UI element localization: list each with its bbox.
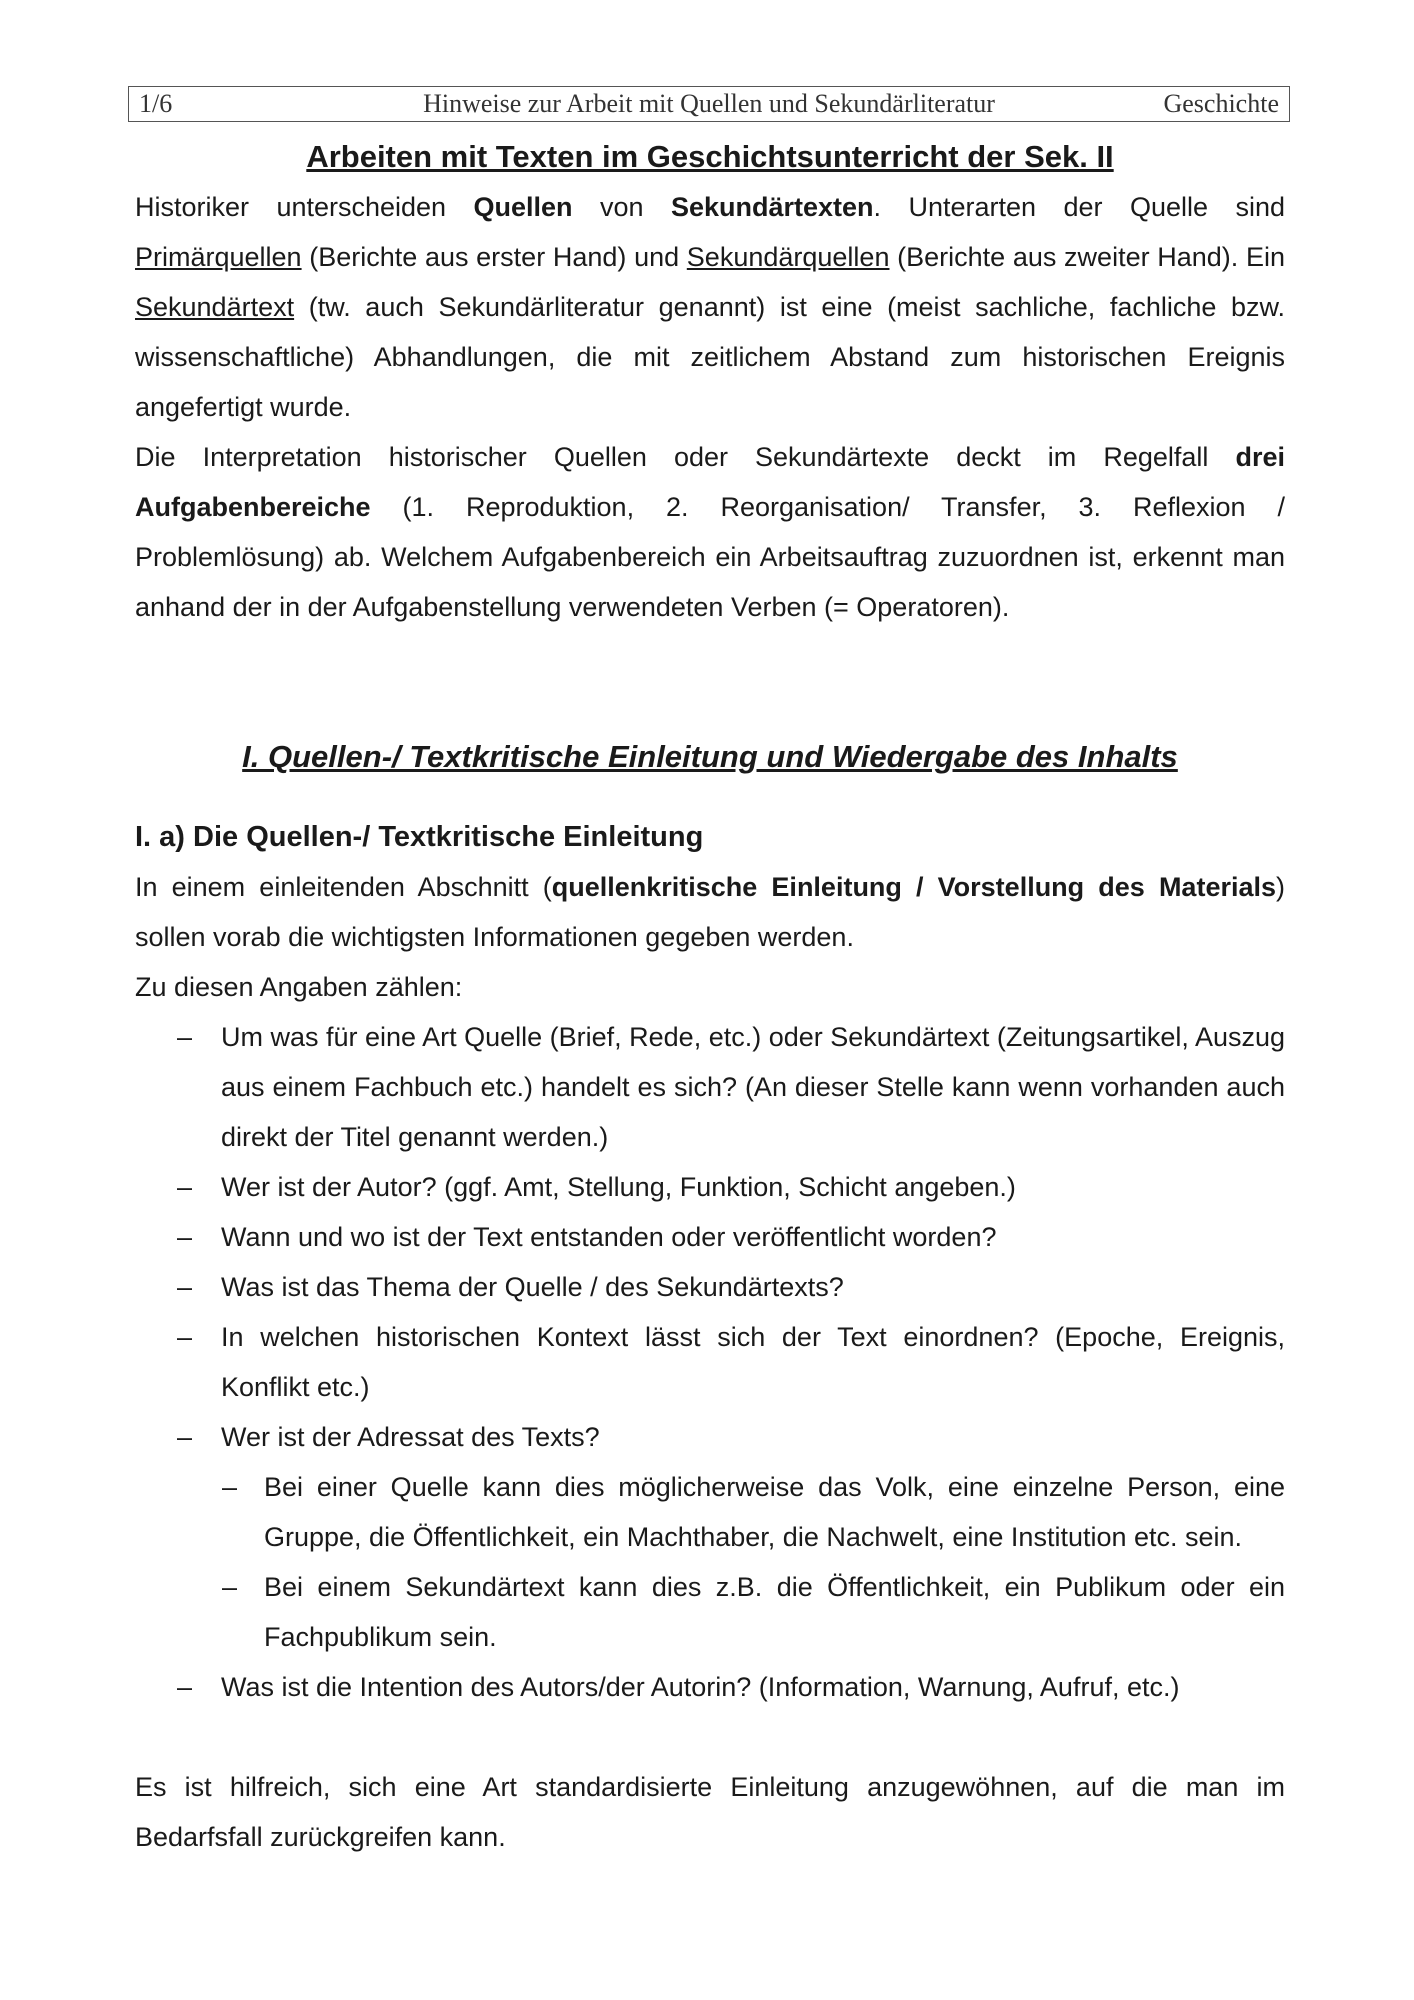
list-intro: Zu diesen Angaben zählen:	[135, 972, 463, 1002]
sublist-item	[221, 1562, 1285, 1662]
list-item	[135, 1262, 1285, 1312]
list-item	[135, 1662, 1285, 1712]
addressee-sublist	[221, 1462, 1285, 1662]
list-item-text: Was ist die Intention des Autors/der Autorin? (Information, Warnung, Aufruf, etc.)	[221, 1672, 1180, 1702]
lead-paragraph	[135, 862, 1285, 962]
text-run: Historiker unterscheiden	[135, 192, 474, 222]
text-run: (Berichte aus zweiter Hand). Ein	[889, 242, 1285, 272]
sublist-item-text: Bei einer Quelle kann dies möglicherweise das Volk, eine einzelne Person, eine Gruppe, die Öffentlichkeit, ein Machthaber, die Nachwelt, eine Institution etc. sein.	[264, 1472, 1285, 1552]
header-subject: Geschichte	[1163, 89, 1279, 118]
spacer	[135, 1712, 1285, 1762]
header-title: Hinweise zur Arbeit mit Quellen und Sekundärliteratur	[423, 89, 995, 118]
term-sekundaerquellen: Sekundärquellen	[686, 242, 890, 272]
dash-bullet: –	[177, 1172, 193, 1202]
list-item-text: Um was für eine Art Quelle (Brief, Rede, etc.) oder Sekundärtext (Zeitungsartikel, Auszug aus einem Fachbuch etc.) handelt es sich? (An dieser Stelle kann wenn vorhanden auch direkt der Titel genannt werden.)	[221, 1022, 1285, 1152]
page-header	[128, 86, 1290, 122]
text-run: (tw. auch Sekundärliteratur genannt) ist eine (meist sachliche, fachliche bzw. wissenschaftliche) Abhandlungen, die mit zeitlichem Abstand zum historischen Ereignis angefertigt wurde.	[135, 292, 1285, 422]
intro-paragraph-2	[135, 432, 1285, 632]
list-item-text: Wann und wo ist der Text entstanden oder veröffentlicht worden?	[221, 1222, 997, 1252]
spacer	[135, 632, 1285, 732]
text-run: . Unterarten der Quelle sind	[873, 192, 1285, 222]
dash-bullet: –	[177, 1322, 193, 1352]
term-quellen: Quellen	[473, 192, 573, 222]
dash-bullet: –	[177, 1022, 193, 1052]
list-item-text: In welchen historischen Kontext lässt sich der Text einordnen? (Epoche, Ereignis, Konflikt etc.)	[221, 1322, 1285, 1402]
section-title: I. Quellen-/ Textkritische Einleitung und Wiedergabe des Inhalts	[242, 739, 1178, 774]
list-item	[135, 1012, 1285, 1162]
term-drei-aufgabenbereiche: drei Aufgabenbereiche	[135, 442, 1285, 522]
list-item-text: Was ist das Thema der Quelle / des Sekundärtexts?	[221, 1272, 844, 1302]
list-item	[135, 1412, 1285, 1662]
document-title: Arbeiten mit Texten im Geschichtsunterricht der Sek. II	[306, 139, 1114, 174]
header-page-number: 1/6	[139, 89, 173, 118]
term-sekundaertext: Sekundärtext	[135, 292, 295, 322]
criteria-list	[135, 1012, 1285, 1712]
text-run: (1. Reproduktion, 2. Reorganisation/ Transfer, 3. Reflexion / Problemlösung) ab. Welchem Aufgabenbereich ein Arbeitsauftrag zuzuordnen ist, erkennt man anhand der in der Aufgabenstellung verwendeten Verben (= Operatoren).	[135, 492, 1285, 622]
list-item	[135, 1312, 1285, 1412]
text-run: Die Interpretation historischer Quellen oder Sekundärtexte deckt im Regelfall	[135, 442, 1236, 472]
dash-bullet: –	[177, 1272, 193, 1302]
term-quellenkritische-einleitung: quellenkritische Einleitung / Vorstellung des Materials	[551, 872, 1276, 902]
dash-bullet: –	[177, 1422, 193, 1452]
dash-bullet: –	[177, 1222, 193, 1252]
list-item-text: Wer ist der Autor? (ggf. Amt, Stellung, Funktion, Schicht angeben.)	[221, 1172, 1016, 1202]
dash-bullet: –	[177, 1672, 193, 1702]
list-item	[135, 1162, 1285, 1212]
spacer	[135, 782, 1285, 812]
dash-bullet: –	[222, 1572, 238, 1602]
subsection-heading: I. a) Die Quellen-/ Textkritische Einleitung	[135, 821, 704, 853]
text-run: (Berichte aus erster Hand) und	[301, 242, 687, 272]
sublist-item	[221, 1462, 1285, 1562]
intro-paragraph-1	[135, 182, 1285, 432]
sublist-item-text: Bei einem Sekundärtext kann dies z.B. die Öffentlichkeit, ein Publikum oder ein Fachpublikum sein.	[264, 1572, 1285, 1652]
dash-bullet: –	[222, 1472, 238, 1502]
list-item-text: Wer ist der Adressat des Texts?	[221, 1422, 600, 1452]
document-body	[135, 132, 1285, 1862]
list-item	[135, 1212, 1285, 1262]
text-run: ) sollen vorab die wichtigsten Informationen gegeben werden.	[135, 872, 1285, 952]
closing-paragraph: Es ist hilfreich, sich eine Art standardisierte Einleitung anzugewöhnen, auf die man im Bedarfsfall zurückgreifen kann.	[135, 1772, 1285, 1852]
text-run: von	[572, 192, 671, 222]
term-primaerquellen: Primärquellen	[135, 242, 302, 272]
text-run: In einem einleitenden Abschnitt (	[135, 872, 552, 902]
term-sekundaertexten: Sekundärtexten	[670, 192, 874, 222]
